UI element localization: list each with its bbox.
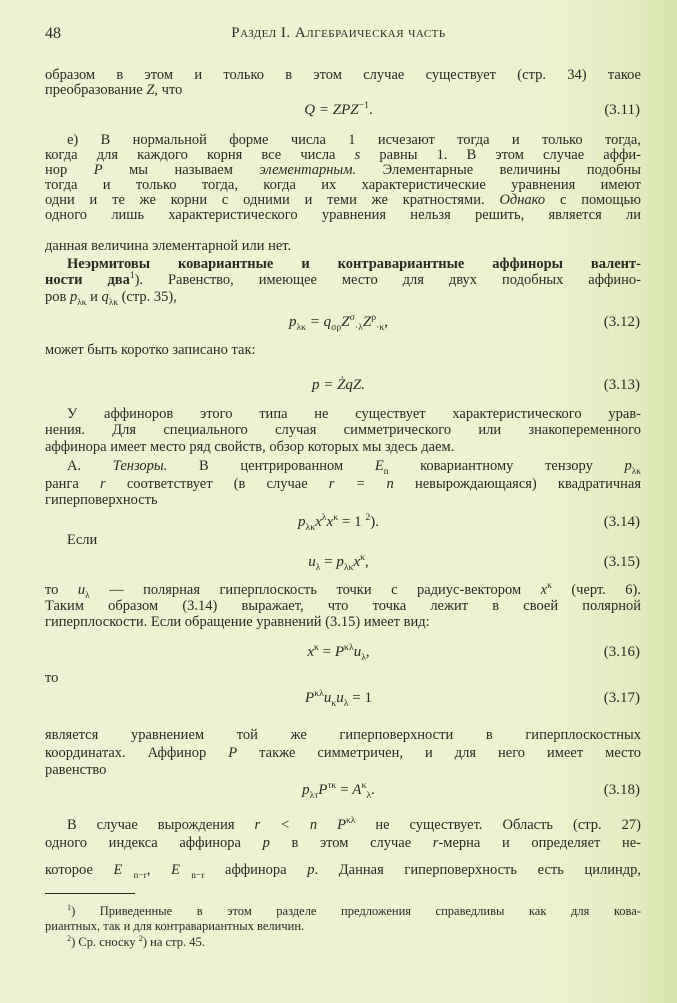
text-run: = [320, 554, 337, 570]
text-run: ). Равенство, имеющее место для двух подобных аффино- [134, 272, 641, 288]
superscript: λ [321, 512, 327, 523]
italic-run: p [307, 862, 315, 878]
text-run: нор [45, 162, 94, 178]
text-line [45, 192, 641, 208]
subscript: λ [366, 790, 372, 801]
text-line [45, 82, 641, 98]
text-run: с помощью [545, 192, 641, 208]
text-run: одного индекса аффинора [45, 835, 263, 851]
subscript: λκ [77, 297, 87, 308]
italic-run: x [307, 644, 314, 660]
italic-run: p [624, 458, 632, 474]
text-run: , [365, 554, 369, 570]
italic-run: r < n P [254, 817, 347, 833]
equation-number: (3.14) [603, 514, 640, 530]
text-line [45, 207, 641, 223]
text-run: . [368, 102, 373, 118]
italic-run: u [353, 644, 362, 660]
equation-number: (3.13) [603, 377, 640, 393]
equation-number: (3.11) [604, 102, 640, 118]
italic-run: u [323, 690, 332, 706]
text-run: ) на стр. 45. [142, 935, 205, 949]
text-line [45, 598, 641, 614]
text-run: , что [154, 82, 183, 98]
text-line [45, 532, 641, 548]
equation [0, 643, 677, 661]
text-run: и [86, 289, 102, 305]
subscript: n−r [133, 870, 147, 881]
superscript: κλ [314, 688, 324, 699]
superscript: 1 [67, 902, 72, 912]
equation-number: (3.18) [603, 782, 640, 798]
text-run: риантных, так и для контравариантных величин. [45, 919, 305, 933]
text-run: образом в этом и только в этом случае существует (стр. 34) такое [45, 67, 641, 83]
text-run: , [146, 862, 172, 878]
subscript: λκ [631, 466, 641, 477]
italic-run: P [305, 690, 315, 706]
italic-run: Z [146, 82, 155, 98]
text-run: также симметричен, и для него имеет место [237, 745, 641, 761]
italic-run: x [540, 582, 548, 598]
text-line [45, 406, 641, 422]
subscript: ·κ [376, 322, 385, 333]
text-run: одного лишь характеристического уравнения нельзя решить, является ли [45, 207, 641, 223]
subscript: ·λ [354, 322, 363, 333]
superscript: κ [361, 780, 367, 791]
superscript: κλ [344, 642, 354, 653]
equation [0, 313, 677, 331]
equation [0, 553, 677, 571]
equation-number: (3.17) [603, 690, 640, 706]
section-heading-line [45, 256, 641, 272]
text-line [45, 492, 641, 508]
subscript: λκ [108, 297, 118, 308]
text-line [45, 162, 641, 178]
subscript: λ [361, 652, 366, 663]
text-run: Элементарные величины подобны [356, 162, 641, 178]
text-run: данная величина элементарной или нет. [45, 238, 292, 254]
text-run: = 1 [338, 514, 366, 530]
text-run: одни и те же корни с одними и теми же кратностями. [45, 192, 500, 208]
superscript: κ [333, 512, 339, 523]
italic-run: P [93, 162, 103, 178]
text-run: . Данная гиперповерхность есть цилиндр, [314, 862, 641, 878]
text-line [45, 132, 641, 148]
text-run: преобразование [45, 82, 147, 98]
superscript: 2 [365, 512, 371, 523]
text-run: координатах. Аффинор [45, 745, 229, 761]
text-line [45, 342, 641, 358]
text-run: Таким образом (3.14) выражает, что точка лежит в своей полярной [45, 598, 641, 614]
text-run: ранга [45, 476, 100, 492]
italic-run: Z [362, 314, 372, 330]
italic-run: Q = ZPZ [304, 102, 359, 118]
footnote-divider [45, 893, 135, 894]
italic-run: E⃗ [113, 862, 134, 878]
text-run: Если [67, 532, 98, 548]
italic-run: p [336, 554, 344, 570]
footnote-line [45, 935, 641, 949]
superscript: 2 [138, 933, 143, 943]
italic-run: u [336, 690, 344, 706]
italic-run: p [288, 314, 297, 330]
text-line [45, 67, 641, 83]
subscript: κ [331, 698, 337, 709]
text-run: = 1 [348, 690, 372, 706]
subscript: σρ [331, 322, 342, 333]
text-line [45, 835, 641, 851]
superscript: κ [313, 642, 319, 653]
text-run: = [318, 644, 335, 660]
italic-run: r = n [328, 476, 394, 492]
superscript: σ [349, 312, 355, 323]
text-run: е) В нормальной форме числа 1 исчезают тогда и только тогда, [67, 132, 641, 148]
text-run: когда для каждого корня все числа [45, 147, 355, 163]
superscript: τκ [327, 780, 337, 791]
subscript: λ [343, 698, 349, 709]
subscript: n [383, 466, 389, 477]
subscript: λκ [296, 322, 307, 333]
subscript: n−r [191, 870, 205, 881]
superscript: κ [547, 581, 552, 592]
subscript: λτ [309, 790, 319, 801]
text-run: является уравнением той же гиперповерхности в гиперплоскостных [45, 727, 641, 743]
text-run: может быть коротко записано так: [45, 342, 256, 358]
equation-number: (3.16) [603, 644, 640, 660]
italic-run: x [353, 554, 361, 570]
superscript: κλ [346, 816, 356, 827]
text-run: мы называем [102, 162, 260, 178]
text-line [45, 614, 641, 630]
text-line [45, 458, 641, 477]
text-run: не существует. Область (стр. 27) [355, 817, 641, 833]
text-line [45, 762, 641, 778]
equation [0, 781, 677, 799]
text-run: ) Ср. сноску [71, 935, 139, 949]
equation-number: (3.12) [603, 314, 640, 330]
equation [0, 689, 677, 707]
text-line [45, 289, 641, 308]
equation [0, 376, 677, 394]
text-line [45, 272, 641, 288]
superscript: 1 [129, 271, 135, 282]
text-run: . [371, 782, 375, 798]
bold-run: ности два [45, 272, 130, 288]
equation [0, 513, 677, 531]
text-line [45, 727, 641, 743]
equation [0, 101, 677, 119]
italic-run: элементарным. [259, 162, 357, 178]
text-line [45, 422, 641, 438]
text-run: в этом случае [269, 835, 433, 851]
italic-run: x [326, 514, 334, 530]
text-line [45, 862, 641, 881]
equation-number: (3.15) [603, 554, 640, 570]
italic-run: p [69, 289, 78, 305]
text-run: тогда и только тогда, когда их характеристические уравнения имеют [45, 177, 641, 193]
italic-run: A [352, 782, 362, 798]
text-run: аффинора имеет место ряд свойств, обзор которых мы здесь даем. [45, 439, 455, 455]
italic-run: q [101, 289, 109, 305]
italic-run: E⃗ [171, 862, 192, 878]
superscript: ρ [371, 312, 377, 323]
text-run: (стр. 35), [117, 289, 177, 305]
text-run: , [384, 314, 389, 330]
italic-run: Однако [499, 192, 546, 208]
text-run: нения. Для специального случая симметрического или знакопеременного [45, 422, 641, 438]
text-line [45, 817, 641, 833]
text-run: то [45, 670, 59, 686]
text-line [45, 745, 641, 761]
text-run: ковариантному тензору [388, 458, 625, 474]
superscript: κ [360, 552, 366, 563]
superscript: 2 [67, 933, 72, 943]
italic-run: u [77, 582, 86, 598]
text-run: , [365, 644, 370, 660]
subscript: λ [315, 562, 321, 573]
text-run: — полярная гиперплоскость точки с радиус-вектором [89, 582, 541, 598]
italic-run: Z [341, 314, 350, 330]
text-run: аффинора [204, 862, 308, 878]
text-run: гиперплоскости. Если обращение уравнений (3.15) имеет вид: [45, 614, 430, 630]
italic-run: E [374, 458, 384, 474]
italic-run: p [302, 782, 310, 798]
italic-run: r [100, 476, 106, 492]
text-line [45, 476, 641, 492]
text-run: соответствует (в случае [105, 476, 329, 492]
italic-run: P [318, 782, 328, 798]
text-line [45, 147, 641, 163]
text-run: -мерна и определяет не- [438, 835, 641, 851]
text-run: гиперповерхность [45, 492, 158, 508]
text-run: = [336, 782, 353, 798]
subscript: λ [85, 590, 90, 601]
text-run: ров [45, 289, 70, 305]
italic-run: x [315, 514, 322, 530]
text-run: равенство [45, 762, 107, 778]
italic-run: u [308, 554, 316, 570]
subscript: λκ [343, 562, 354, 573]
page-number: 48 [45, 25, 61, 42]
text-run: В случае вырождения [67, 817, 255, 833]
text-run: ). [370, 514, 379, 530]
italic-run: p [298, 514, 306, 530]
text-run: У аффиноров этого типа не существует характеристического урав- [67, 406, 641, 422]
text-line [45, 670, 641, 686]
italic-run: p = Z̍qZ. [311, 377, 366, 393]
italic-run: r [432, 835, 439, 851]
bold-run: Неэрмитовы ковариантные и контравариантные аффиноры валент- [67, 256, 641, 272]
text-line [45, 581, 641, 601]
running-header: Раздел I. Алгебраическая часть [231, 25, 446, 41]
superscript: −1 [358, 100, 369, 111]
italic-run: p [262, 835, 270, 851]
text-run: (черт. 6). [551, 582, 641, 598]
text-run: невырождающаяся) квадратичная [393, 476, 641, 492]
footnote-line [45, 919, 641, 933]
text-line [45, 238, 641, 254]
italic-run: P [334, 644, 345, 660]
text-run: ) Приведенные в этом разделе предложения справедливы как для кова- [71, 904, 641, 918]
text-line [45, 439, 641, 455]
text-run: равны 1. В этом случае аффи- [360, 147, 641, 163]
italic-run: s [354, 147, 361, 163]
italic-run: Тензоры. [112, 458, 168, 474]
text-run: А. [67, 458, 113, 474]
subscript: λκ [305, 522, 316, 533]
text-line [45, 177, 641, 193]
italic-run: P [228, 745, 238, 761]
text-run: то [45, 582, 78, 598]
text-run: В центрированном [167, 458, 375, 474]
footnote-line [45, 904, 641, 918]
text-run: которое [45, 862, 114, 878]
italic-run: = q [306, 314, 332, 330]
